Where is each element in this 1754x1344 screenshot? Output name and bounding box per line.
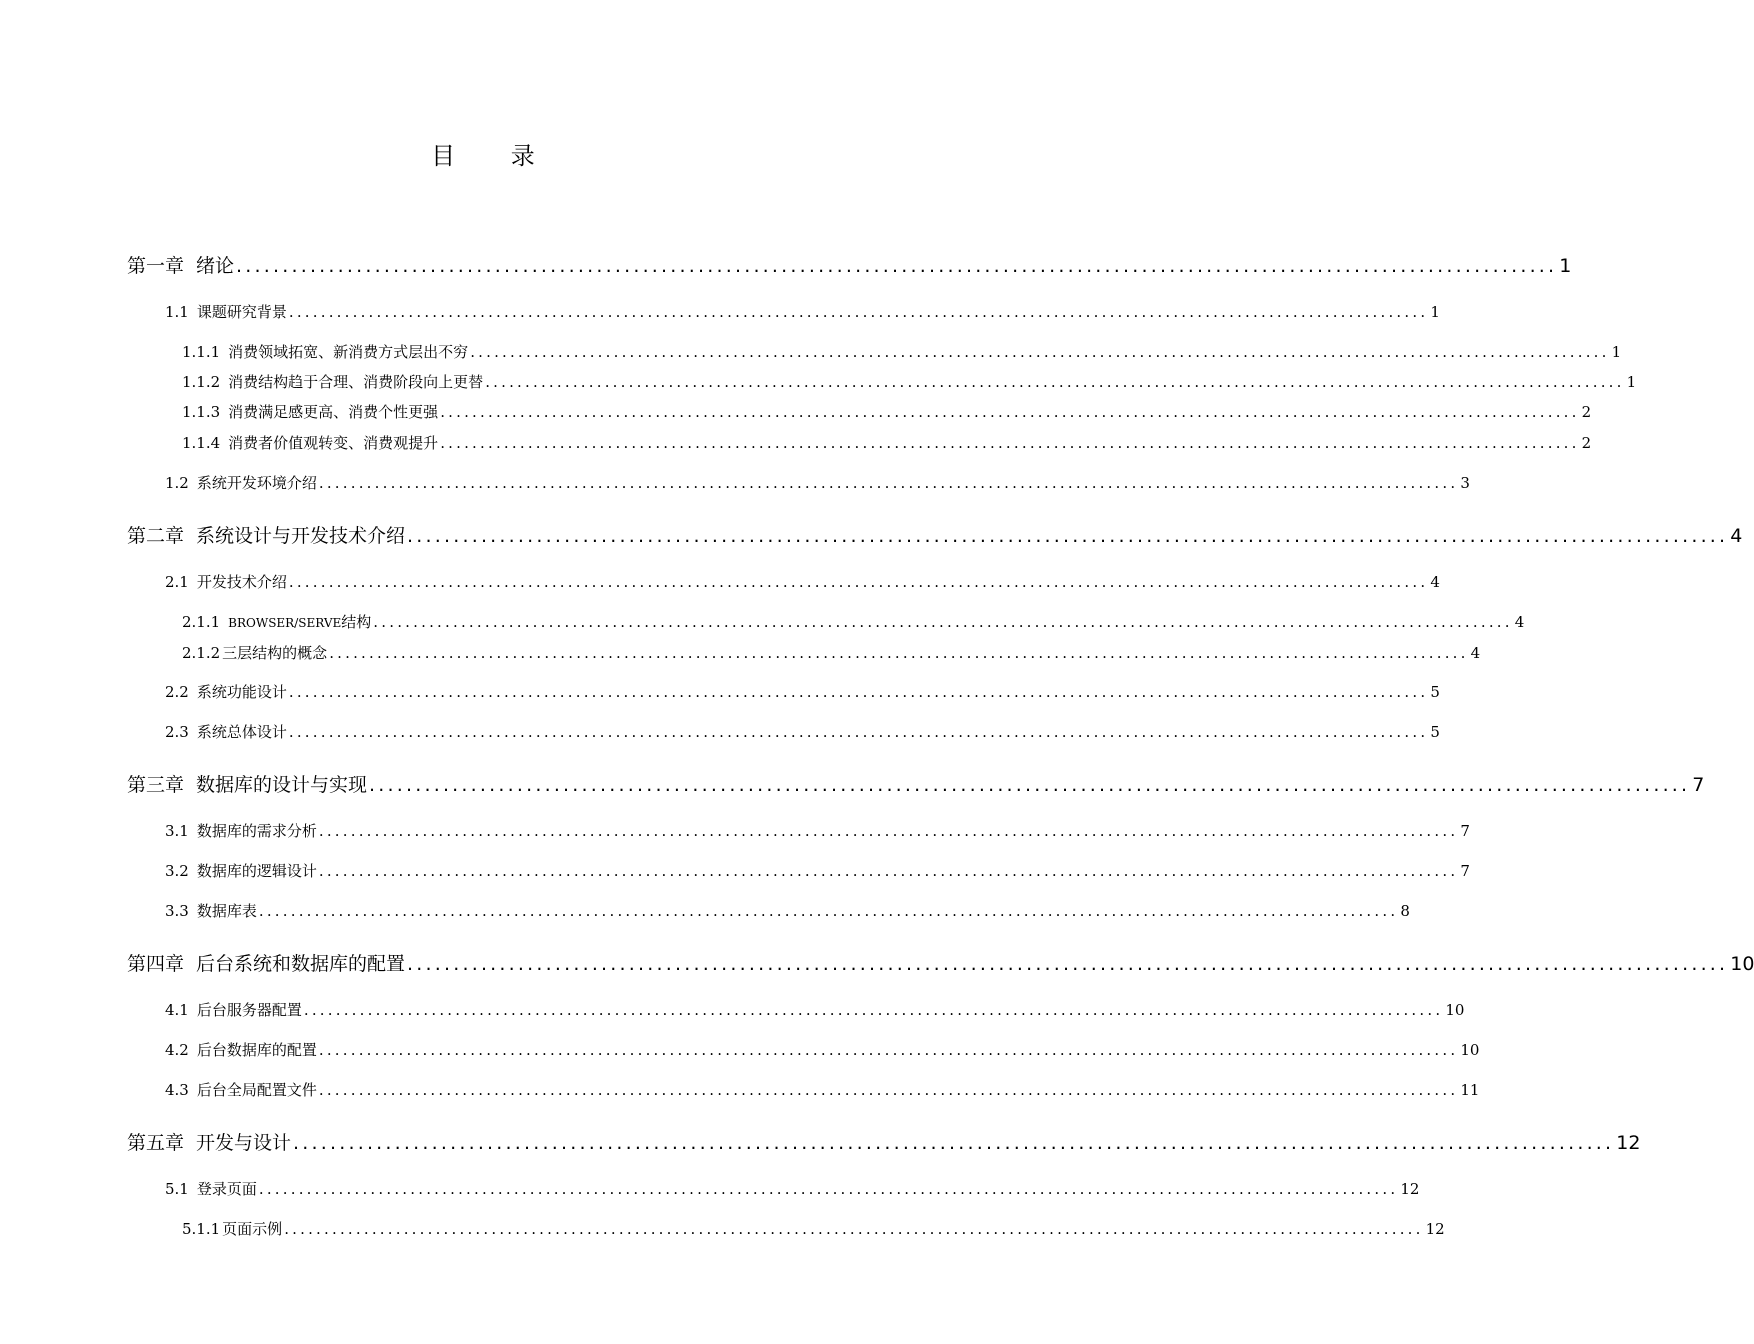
toc-entry-label: 1.2 系统开发环境介绍 — [165, 474, 317, 492]
toc-entry-5-1-1[interactable] — [182, 1218, 1445, 1240]
toc-entry-label: 第四章 后台系统和数据库的配置 — [127, 953, 406, 975]
toc-entry-1-1-2[interactable] — [182, 371, 1637, 393]
toc-entry-label: 1.1.2 消费结构趋于合理、消费阶段向上更替 — [182, 373, 484, 391]
dot-leader: ............................................................................................................................................... — [373, 613, 1513, 631]
toc-entry-label: 第三章 数据库的设计与实现 — [127, 774, 368, 796]
dot-leader: ............................................................................................................................................... — [470, 343, 1610, 361]
page-number: 3 — [1460, 474, 1470, 492]
dot-leader: ............................................................................................................................................... — [236, 255, 1558, 277]
toc-entry-2-1[interactable] — [165, 571, 1440, 593]
page-number: 11 — [1460, 1081, 1480, 1099]
dot-leader: ............................................................................................................................................... — [288, 723, 1429, 741]
toc-entry-chapter-4[interactable] — [127, 951, 1754, 977]
page-number: 1 — [1611, 343, 1622, 361]
page-number: 10 — [1445, 1001, 1465, 1019]
dot-leader: ............................................................................................................................................... — [288, 303, 1429, 321]
toc-title: 目 录 — [431, 142, 559, 170]
dot-leader: ............................................................................................................................................... — [303, 1001, 1444, 1019]
toc-entry-2-1-1[interactable] — [182, 611, 1525, 634]
page-number: 1 — [1626, 373, 1637, 391]
toc-entry-2-3[interactable] — [165, 721, 1440, 743]
dot-leader: ............................................................................................................................................... — [288, 573, 1429, 591]
page-number: 1 — [1559, 255, 1572, 277]
dot-leader: ............................................................................................................................................... — [485, 373, 1625, 391]
toc-entry-label: 1.1.3 消费满足感更高、消费个性更强 — [182, 403, 439, 421]
page-number: 5 — [1430, 683, 1440, 701]
toc-entry-label: 3.1 数据库的需求分析 — [165, 822, 317, 840]
toc-entry-5-1[interactable] — [165, 1178, 1420, 1200]
toc-entry-label: 2.2 系统功能设计 — [165, 683, 287, 701]
page-number: 12 — [1616, 1132, 1641, 1154]
dot-leader: ............................................................................................................................................... — [369, 774, 1691, 796]
dot-leader: ............................................................................................................................................... — [407, 953, 1729, 975]
toc-entry-label: 5.1.1 页面示例 — [182, 1220, 283, 1238]
dot-leader: ............................................................................................................................................... — [318, 822, 1459, 840]
toc-entry-label: 1.1 课题研究背景 — [165, 303, 287, 321]
dot-leader: ............................................................................................................................................... — [258, 902, 1399, 920]
toc-entry-label: 2.1.1 BROWSER/SERVE结构 — [182, 613, 372, 631]
page-number: 2 — [1581, 403, 1592, 421]
toc-entry-1-1-4[interactable] — [182, 432, 1592, 454]
toc-entry-3-3[interactable] — [165, 900, 1410, 922]
toc-entry-1-1[interactable] — [165, 301, 1440, 323]
toc-entry-1-1-3[interactable] — [182, 401, 1592, 423]
dot-leader: ............................................................................................................................................... — [258, 1180, 1399, 1198]
toc-entry-label: 2.1.2 三层结构的概念 — [182, 644, 328, 662]
dot-leader: ............................................................................................................................................... — [407, 525, 1729, 547]
page-number: 12 — [1400, 1180, 1420, 1198]
page-number: 10 — [1730, 953, 1754, 975]
toc-entry-label: 第一章 绪论 — [127, 255, 235, 277]
page-number: 10 — [1460, 1041, 1480, 1059]
dot-leader: ............................................................................................................................................... — [288, 683, 1429, 701]
dot-leader: ............................................................................................................................................... — [440, 403, 1580, 421]
dot-leader: ............................................................................................................................................... — [318, 862, 1459, 880]
toc-entry-label: 4.1 后台服务器配置 — [165, 1001, 302, 1019]
toc-entry-label: 1.1.4 消费者价值观转变、消费观提升 — [182, 434, 439, 452]
toc-entry-label: 1.1.1 消费领域拓宽、新消费方式层出不穷 — [182, 343, 469, 361]
toc-entry-label: 2.1 开发技术介绍 — [165, 573, 287, 591]
page-number: 5 — [1430, 723, 1440, 741]
page-number: 12 — [1425, 1220, 1445, 1238]
toc-entry-chapter-3[interactable] — [127, 772, 1705, 798]
dot-leader: ............................................................................................................................................... — [440, 434, 1580, 452]
dot-leader: ............................................................................................................................................... — [293, 1132, 1615, 1154]
toc-entry-label: 3.2 数据库的逻辑设计 — [165, 862, 317, 880]
toc-entry-label: 4.2 后台数据库的配置 — [165, 1041, 317, 1059]
toc-entry-4-2[interactable] — [165, 1039, 1480, 1061]
toc-entry-4-1[interactable] — [165, 999, 1465, 1021]
page-number: 4 — [1470, 644, 1481, 662]
toc-entry-1-1-1[interactable] — [182, 341, 1622, 363]
toc-entry-2-2[interactable] — [165, 681, 1440, 703]
dot-leader: ............................................................................................................................................... — [284, 1220, 1424, 1238]
toc-entry-3-1[interactable] — [165, 820, 1470, 842]
page-number: 4 — [1514, 613, 1525, 631]
toc-entry-4-3[interactable] — [165, 1079, 1480, 1101]
toc-entry-label: 第二章 系统设计与开发技术介绍 — [127, 525, 406, 547]
toc-entry-label: 4.3 后台全局配置文件 — [165, 1081, 317, 1099]
page-number: 7 — [1460, 862, 1470, 880]
page-number: 4 — [1730, 525, 1743, 547]
page-number: 7 — [1692, 774, 1705, 796]
dot-leader: ............................................................................................................................................... — [318, 474, 1459, 492]
page-number: 1 — [1430, 303, 1440, 321]
toc-entry-chapter-1[interactable] — [127, 253, 1572, 279]
dot-leader: ............................................................................................................................................... — [329, 644, 1469, 662]
toc-entry-label: 3.3 数据库表 — [165, 902, 257, 920]
toc-entry-label: 5.1 登录页面 — [165, 1180, 257, 1198]
dot-leader: ............................................................................................................................................... — [318, 1081, 1459, 1099]
toc-entry-3-2[interactable] — [165, 860, 1470, 882]
toc-entry-chapter-2[interactable] — [127, 523, 1743, 549]
page-number: 7 — [1460, 822, 1470, 840]
page-number: 2 — [1581, 434, 1592, 452]
toc-entry-1-2[interactable] — [165, 472, 1470, 494]
toc-entry-label: 第五章 开发与设计 — [127, 1132, 292, 1154]
page-number: 4 — [1430, 573, 1440, 591]
page-number: 8 — [1400, 902, 1410, 920]
toc-entry-chapter-5[interactable] — [127, 1130, 1641, 1156]
toc-entry-label: 2.3 系统总体设计 — [165, 723, 287, 741]
dot-leader: ............................................................................................................................................... — [318, 1041, 1459, 1059]
toc-entry-2-1-2[interactable] — [182, 642, 1481, 664]
